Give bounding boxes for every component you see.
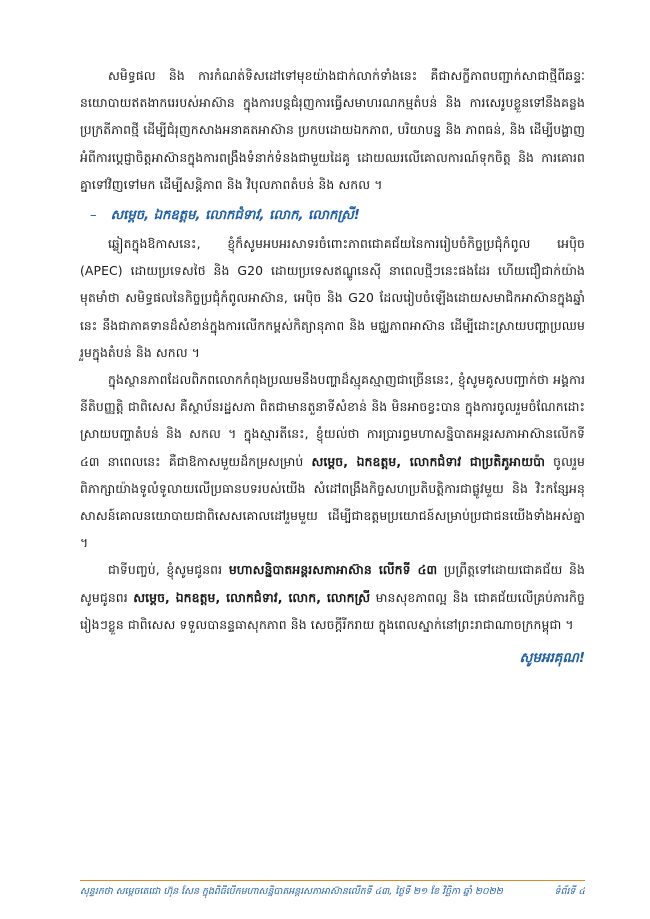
paragraph-3-text-2: ចូលរួមពិភាក្សាយ៉ាងទូលំទូលាយលើប្រធានបទរបស់យើង សំដៅពង្រឹងកិច្ចសហប្រតិបត្តិការជាផ្លូវមួយ និង វិះកន្សែអនុសាសន៍គោលនយោបាយជាពិសេសគោលដៅរួមមួយ ដើម្បីជាឧត្តមប្រយោជន៍សម្រាប់ប្រជាជនយើងទាំងអស់គ្នា ។ <box>80 453 585 551</box>
paragraph-4-text-3: មានសុខភាពល្អ និង ជោគជ័យលើគ្រប់ភារកិច្ចរៀងៗខ្លួន ជាពិសេស ទទួលបានន្ទធាសុកភាព និង សេចក្ដីរីករាយ ក្នុងពេលស្នាក់នៅព្រះរាជាណាចក្រកម្ពុជា ។ <box>80 589 585 632</box>
paragraph-congratulations: ឆ្លៀតក្នុងឱកាសនេះ, ខ្ញុំក៏សូមអបអរសាទរចំពោះភាពជោគជ័យនៃការរៀបចំកិច្ចប្រជុំកំពូល អេប៉ិច (APEC) ដោយប្រទេសថៃ និង G20 ដោយប្រទេសឥណ្ឌូនេស៊ី នាពេលថ្មីៗនេះផងដែរ ហើយជឿជាក់យ៉ាងមុតមាំថា សមិទ្ធផលនៃកិច្ចប្រជុំកំពូលអាស៊ាន, អេប៉ិច និង G20 ដែលរៀបចំឡើងដោយសមាជិកអាស៊ានក្នុងឆ្នាំនេះ នឹងជាភាគទានដ៏សំខាន់ក្នុងការលើកកម្ពស់កិត្យានុភាព និង មជ្ឈភាពអាស៊ាន ដើម្បីដោះស្រាយបញ្ហាប្រឈមរួមក្នុងតំបន់ និង សកល ។ <box>80 236 585 360</box>
footer-caption: សុន្ទរកថា សម្តេចតេជោ ហ៊ុន សែន ក្នុងពិធីបើកមហាសន្និបាតអន្តរសភាអាស៊ានលើកទី ៤៣, ថ្ងៃទី ២១ ខែ វិច្ឆិកា ឆ្នាំ ២០២២ <box>80 886 503 897</box>
salutation-text: សម្ដេច, ឯកឧត្តម, លោកជំទាវ, លោក, លោកស្រី! <box>110 208 360 224</box>
paragraph-legislative-role <box>80 366 585 556</box>
document-body <box>80 62 585 672</box>
paragraph-4-bold-2: សម្ដេច, ឯកឧត្តម, លោកជំទាវ, លោក, លោកស្រី <box>133 589 371 605</box>
salutation-line <box>80 202 585 230</box>
paragraph-achievements: សមិទ្ធផល និង ការកំណត់ទិសដៅទៅមុខយ៉ាងជាក់លាក់ទាំងនេះ គឺជាសក្ខីភាពបញ្ជាក់សាជាថ្មីពីឆន្ទៈនយោបាយឥតងាករេរបស់អាស៊ាន ក្នុងការបន្តជំរុញការធ្វើសមាហរណកម្មតំបន់ និង ការសេរូបខ្លួនទៅនឹងគន្លងប្រក្រតីភាពថ្មី ដើម្បីជំរុញកសាងអនាគតអាស៊ាន ប្រកបដោយឯកភាព, បរិយាបន្ន និង ភាពធន់, និង ដើម្បីបង្ហាញអំពីការប្តេជ្ញាចិត្តអាស៊ានក្នុងការពង្រឹងទំនាក់ទំនងជាមួយដៃគូ ដោយឈរលើគោលការណ៍ទុកចិត្ត និង ការគោរពគ្នាទៅវិញទៅមក ដើម្បីសន្តិភាព និង វិបុលភាពតំបន់ និង សកល ។ <box>80 68 585 192</box>
paragraph-closing-wishes <box>80 556 585 638</box>
paragraph-4-bold-1: មហាសន្និបាតអន្តរសភាអាស៊ាន លើកទី ៤៣ <box>228 562 438 578</box>
page-footer <box>80 884 585 900</box>
footer-divider <box>80 880 585 881</box>
paragraph-4-text-1: ជាទីបញ្ចប់, ខ្ញុំសូមជូនពរ <box>108 562 229 578</box>
paragraph-4-text-2: ប្រព្រឹត្តទៅដោយជោគជ័យ និង សូមជូនពរ <box>80 562 585 605</box>
thank-you-line: សូមអរគុណ! <box>519 650 585 667</box>
page-number: ទំព័រទី ៤ <box>554 886 585 897</box>
paragraph-3-bold: សម្ដេច, ឯកឧត្តម, លោកជំទាវ ជាប្រតិភូអាយប៉ា <box>311 453 545 469</box>
paragraph-3-text-1: ក្នុងស្ថានភាពដែលពិភពលោកកំពុងប្រឈមនឹងបញ្ហាដ៏ស្មុគស្មាញជាច្រើននេះ, ខ្ញុំសូមគូសបញ្ជាក់ថា អង្គការនីតិបញ្ញត្តិ ជាពិសេស គឺស្ថាប័នរដ្ឋសភា ពិតជាមានតួនាទីសំខាន់ និង មិនអាចខ្វះបាន ក្នុងការចូលរួមចំណែកដោះស្រាយបញ្ហាតំបន់ និង សកល ។ ក្នុងស្មារតីនេះ, ខ្ញុំយល់ថា ការប្រារព្ធមហាសន្និបាតអន្តរសភាអាស៊ានលើកទី ៤៣ នាពេលនេះ គឺជាឱកាសមួយដ៏កម្រសម្រាប់ <box>80 372 585 469</box>
salutation-dash: – <box>90 208 97 224</box>
